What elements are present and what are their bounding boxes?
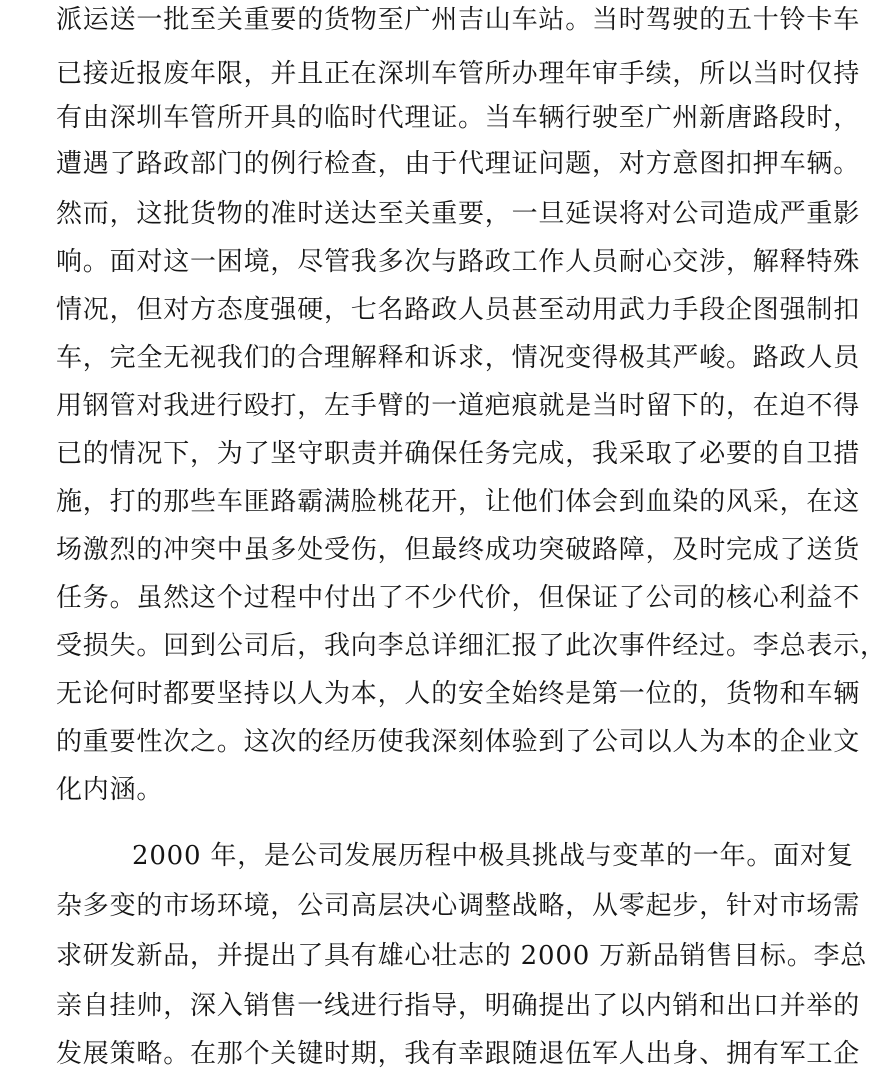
paragraph-1-line-3: 有由深圳车管所开具的临时代理证。当车辆行驶至广州新唐路段时， xyxy=(56,103,861,133)
paragraph-1-line-17: 化内涵。 xyxy=(56,775,164,805)
paragraph-1-line-14: 受损失。回到公司后，我向李总详细汇报了此次事件经过。李总表示， xyxy=(56,631,887,661)
paragraph-2-line-5: 发展策略。在那个关键时期，我有幸跟随退伍军人出身、拥有军工企 xyxy=(56,1039,861,1069)
paragraph-1-line-15: 无论何时都要坚持以人为本，人的安全始终是第一位的，货物和车辆 xyxy=(56,679,861,709)
paragraph-2-line-3: 求研发新品，并提出了具有雄心壮志的 2000 万新品销售目标。李总 xyxy=(56,941,868,971)
paragraph-1-line-8: 车，完全无视我们的合理解释和诉求，情况变得极其严峻。路政人员 xyxy=(56,343,861,373)
paragraph-1-line-6: 响。面对这一困境，尽管我多次与路政工作人员耐心交涉，解释特殊 xyxy=(56,247,861,277)
paragraph-2-line-1: 2000 年，是公司发展历程中极具挑战与变革的一年。面对复 xyxy=(132,841,854,871)
paragraph-2-line-2: 杂多变的市场环境，公司高层决心调整战略，从零起步，针对市场需 xyxy=(56,891,861,921)
paragraph-1-line-12: 场激烈的冲突中虽多处受伤，但最终成功突破路障，及时完成了送货 xyxy=(56,535,861,565)
paragraph-1-line-7: 情况，但对方态度强硬，七名路政人员甚至动用武力手段企图强制扣 xyxy=(56,295,861,325)
paragraph-2-line-4: 亲自挂帅，深入销售一线进行指导，明确提出了以内销和出口并举的 xyxy=(56,991,861,1021)
paragraph-1-line-2: 已接近报废年限，并且正在深圳车管所办理年审手续，所以当时仅持 xyxy=(56,59,861,89)
paragraph-1-line-9: 用钢管对我进行殴打，左手臂的一道疤痕就是当时留下的，在迫不得 xyxy=(56,391,861,421)
paragraph-1-line-5: 然而，这批货物的准时送达至关重要，一旦延误将对公司造成严重影 xyxy=(56,199,861,229)
paragraph-1-line-1: 派运送一批至关重要的货物至广州吉山车站。当时驾驶的五十铃卡车 xyxy=(56,5,861,35)
paragraph-1-line-4: 遭遇了路政部门的例行检查，由于代理证问题，对方意图扣押车辆。 xyxy=(56,149,861,179)
paragraph-1-line-11: 施，打的那些车匪路霸满脸桃花开，让他们体会到血染的风采，在这 xyxy=(56,487,861,517)
paragraph-1-line-13: 任务。虽然这个过程中付出了不少代价，但保证了公司的核心利益不 xyxy=(56,583,861,613)
paragraph-1-line-10: 已的情况下，为了坚守职责并确保任务完成，我采取了必要的自卫措 xyxy=(56,439,861,469)
paragraph-1-line-16: 的重要性次之。这次的经历使我深刻体验到了公司以人为本的企业文 xyxy=(56,727,861,757)
